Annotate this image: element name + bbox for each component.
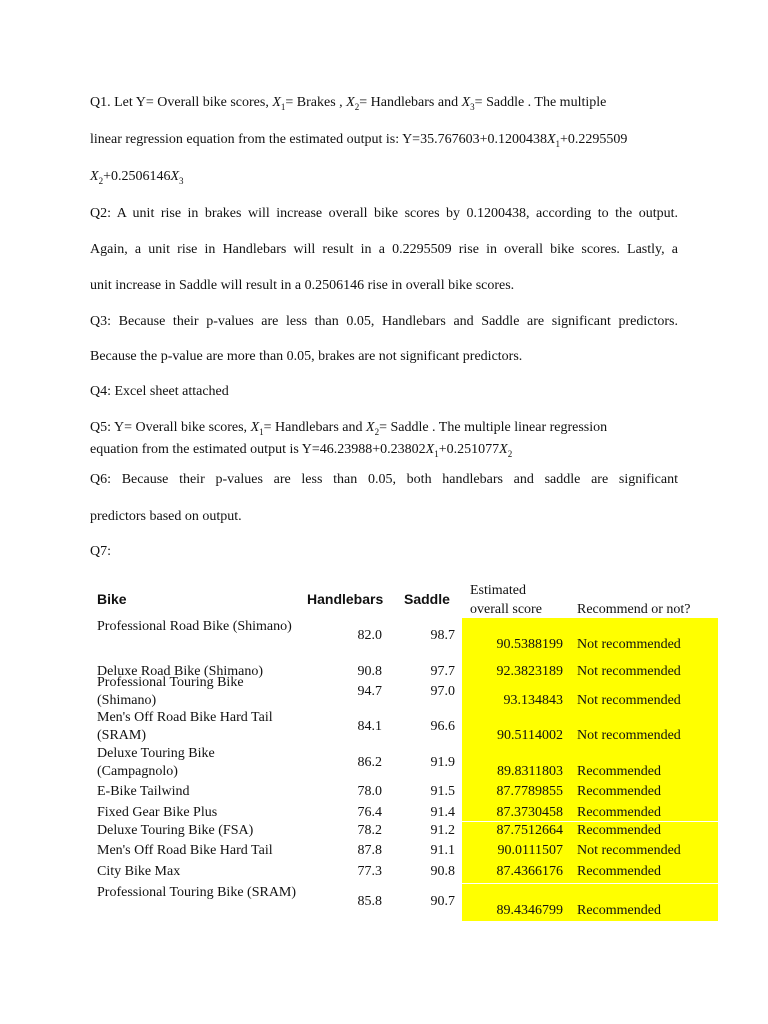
sub-3: 3 [470,101,475,112]
table-cell-score: 89.4346799 [496,903,563,918]
q2-line-2: Again, a unit rise in Handlebars will result in a 0.2295509 rise in overall bike scores. Lastly, a [90,242,678,257]
q6-line-2: predictors based on output. [90,509,242,524]
sub-1: 1 [259,426,264,437]
table-cell-bike: Fixed Gear Bike Plus [97,805,218,820]
q5-text: = Handlebars and [263,420,366,435]
var-x2: X [346,95,355,110]
bike-score-table [90,578,720,923]
q2-line-1: Q2: A unit rise in brakes will increase overall bike scores by 0.1200438, according to the output. [90,206,678,221]
var-x1: X [250,420,260,435]
table-cell-bike: Professional Road Bike (Shimano) [97,619,292,634]
table-cell-bike: Men's Off Road Bike Hard Tail (SRAM) [97,710,273,743]
var-x3: X [170,169,180,184]
table-cell-score: 90.0111507 [497,843,563,858]
table-cell-handlebars: 82.0 [357,628,382,643]
header-handlebars: Handlebars [307,591,384,607]
table-cell-recommend: Not recommended [577,843,681,858]
table-cell-score: 87.7512664 [496,823,563,838]
table-cell-saddle: 97.0 [430,684,455,699]
q1-line-3 [90,170,184,184]
table-cell-saddle: 90.7 [430,894,455,909]
sub-1: 1 [280,101,286,112]
q1-text: +0.2295509 [560,132,628,147]
q1-text: = Handlebars and [359,95,462,110]
q5-text: equation from the estimated output is Y=46.23988+0.23802 [90,442,426,457]
q3-line-1: Q3: Because their p-values are less than 0.05, Handlebars and Saddle are significant predictors. [90,314,678,329]
table-cell-score: 87.3730458 [496,805,563,820]
table-cell-handlebars: 78.2 [357,823,382,838]
header-recommend: Recommend or not? [577,602,691,617]
table-cell-recommend: Recommended [577,784,661,799]
header-estimated: Estimated [470,583,526,598]
q5-text: = Saddle . The multiple linear regression [379,420,608,435]
table-cell-score: 90.5388199 [496,637,563,652]
table-cell-recommend: Not recommended [577,637,681,652]
table-cell-score: 92.3823189 [496,664,563,679]
table-cell-bike: Deluxe Road Bike (Shimano) [97,664,264,679]
table-cell-saddle: 91.9 [430,755,455,770]
table-cell-score: 87.7789855 [496,784,563,799]
var-x1: X [272,95,281,110]
table-cell-bike: Professional Touring Bike (Shimano) [97,675,244,708]
table-cell-recommend: Recommended [577,764,661,779]
header-saddle: Saddle [404,591,450,607]
sub-1: 1 [434,448,439,459]
var-x1: X [546,132,556,147]
table-cell-handlebars: 87.8 [357,843,382,858]
sub-2: 2 [374,426,380,437]
table-cell-bike: Deluxe Touring Bike (Campagnolo) [97,746,215,779]
table-cell-score: 89.8311803 [497,764,563,779]
table-cell-saddle: 96.6 [430,719,455,734]
table-cell-saddle: 97.7 [430,664,455,679]
table-cell-bike: Professional Touring Bike (SRAM) [97,885,297,900]
table-cell-saddle: 98.7 [430,628,455,643]
q1-text: = Saddle . The multiple [474,95,607,110]
q1-line-2 [90,133,627,147]
q1-text: Q1. Let Y= Overall bike scores, [90,95,273,110]
table-cell-recommend: Recommended [577,903,661,918]
table-cell-handlebars: 90.8 [357,664,382,679]
table-cell-score: 90.5114002 [497,728,563,743]
table-cell-recommend: Not recommended [577,693,681,708]
table-cell-saddle: 90.8 [430,864,455,879]
sub-2: 2 [98,175,104,186]
table-cell-saddle: 91.1 [430,843,455,858]
q4-line-1: Q4: Excel sheet attached [90,384,229,399]
table-cell-score: 87.4366176 [496,864,563,879]
q5-line-2 [90,443,512,457]
var-x1: X [425,442,435,457]
q1-text: linear regression equation from the estimated output is: Y=35.767603+0.1200438 [90,132,547,147]
var-x2: X [90,169,99,184]
table-cell-recommend: Not recommended [577,664,681,679]
table-cell-handlebars: 76.4 [357,805,382,820]
table-cell-handlebars: 94.7 [357,684,382,699]
table-cell-recommend: Recommended [577,864,661,879]
header-overall-score: overall score [470,602,542,617]
q1-text: = Brakes , [285,95,347,110]
table-cell-saddle: 91.4 [430,805,455,820]
q3-line-2: Because the p-value are more than 0.05, brakes are not significant predictors. [90,349,523,364]
table-cell-recommend: Recommended [577,805,661,820]
table-cell-handlebars: 86.2 [357,755,382,770]
table-cell-score: 93.134843 [503,693,563,708]
var-x2: X [366,420,375,435]
var-x3: X [461,95,471,110]
table-cell-saddle: 91.5 [430,784,455,799]
table-cell-bike: E-Bike Tailwind [97,784,190,799]
q1-text: +0.2506146 [103,169,171,184]
q5-line-1 [90,421,607,435]
sub-2: 2 [354,101,360,112]
table-cell-handlebars: 78.0 [357,784,382,799]
header-bike: Bike [97,591,127,607]
var-x2: X [499,442,508,457]
table-cell-handlebars: 77.3 [357,864,382,879]
table-cell-handlebars: 85.8 [357,894,382,909]
q7-line-1: Q7: [90,544,111,559]
q5-text: +0.251077 [438,442,500,457]
q1-line-1 [90,96,606,110]
sub-3: 3 [179,175,184,186]
table-cell-bike: City Bike Max [97,864,181,879]
table-cell-bike: Men's Off Road Bike Hard Tail [97,843,273,858]
q5-text: Q5: Y= Overall bike scores, [90,420,251,435]
table-cell-handlebars: 84.1 [357,719,382,734]
table-cell-saddle: 91.2 [430,823,455,838]
sub-2: 2 [507,448,513,459]
table-cell-recommend: Recommended [577,823,661,838]
table-cell-bike: Deluxe Touring Bike (FSA) [97,823,254,838]
sub-1: 1 [555,138,561,149]
table-cell-recommend: Not recommended [577,728,681,743]
q6-line-1: Q6: Because their p-values are less than 0.05, both handlebars and saddle are significant [90,472,678,487]
q2-line-3: unit increase in Saddle will result in a 0.2506146 rise in overall bike scores. [90,278,515,293]
